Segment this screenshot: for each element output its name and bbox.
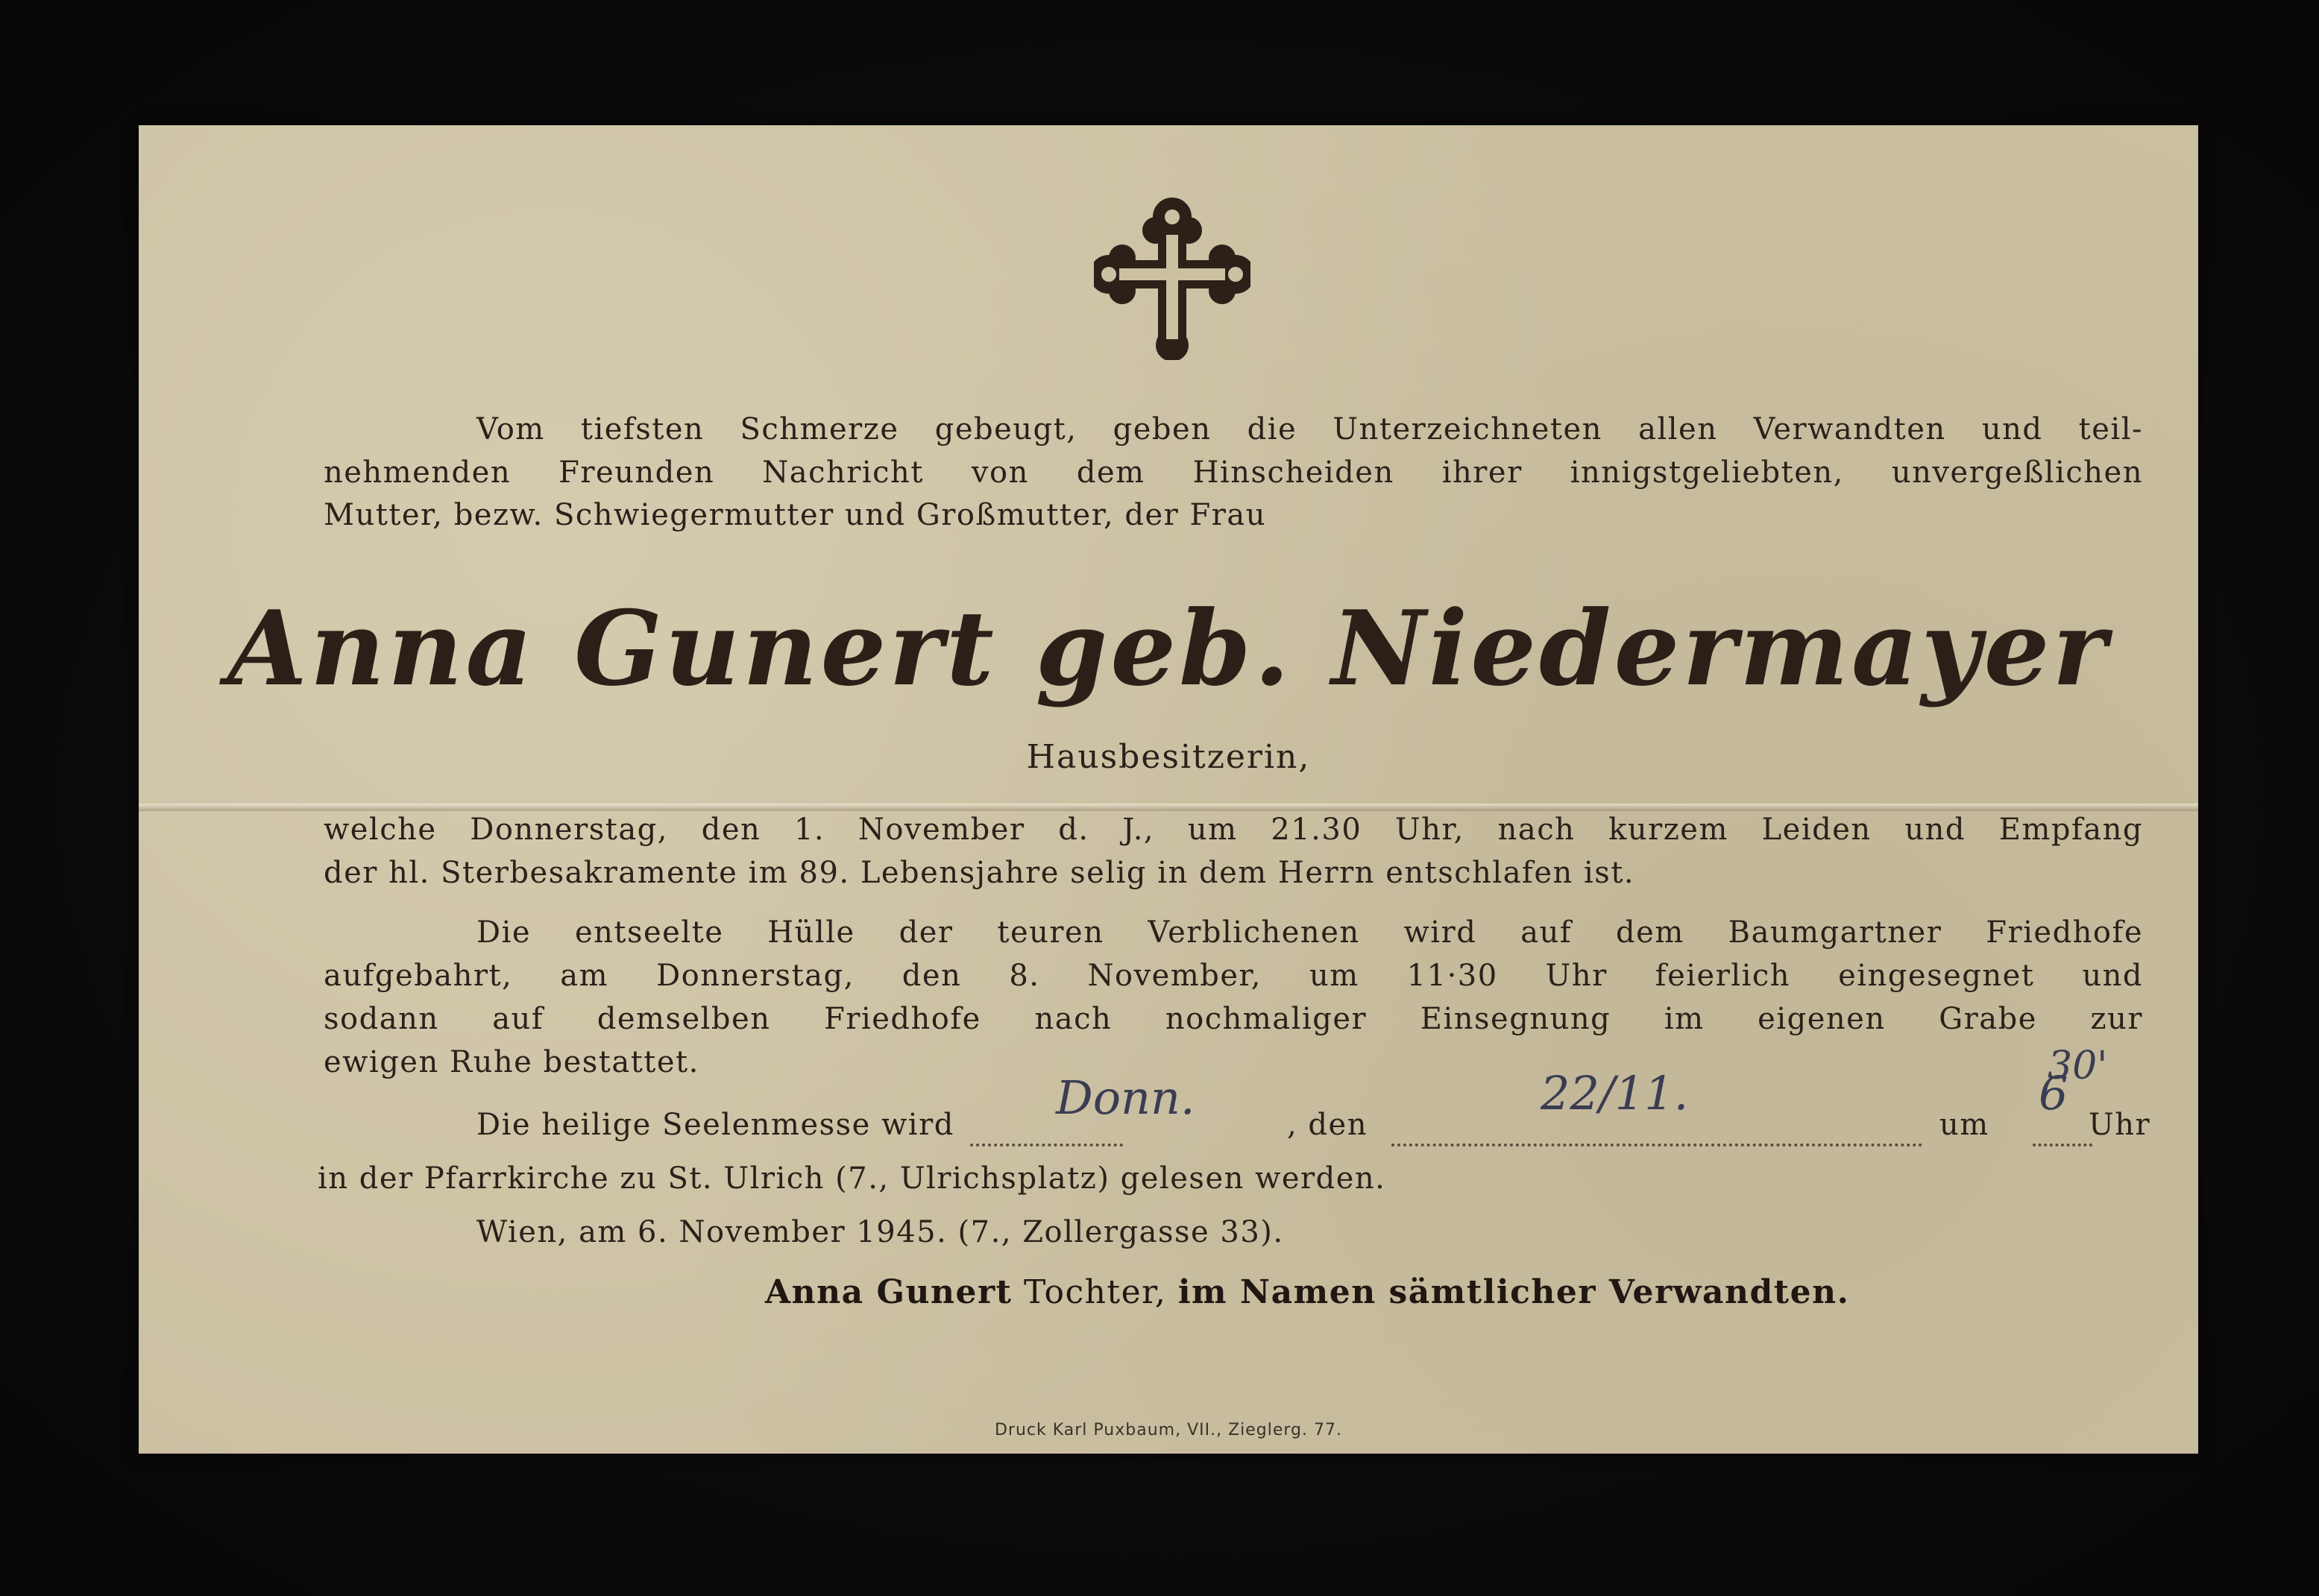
- intro-line-2: nehmenden Freunden Nachricht von dem Hinscheiden ihrer innigstgeliebten, unvergeßlichen: [324, 455, 2143, 490]
- funeral-line-1: Die entseelte Hülle der teuren Verblichenen wird auf dem Baumgartner Friedhofe: [476, 915, 2143, 950]
- printer-credit: Druck Karl Puxbaum, VII., Zieglerg. 77.: [994, 1421, 1342, 1439]
- deceased-name: Anna Gunert geb. Niedermayer: [227, 587, 2110, 709]
- death-line-2: der hl. Sterbesakramente im 89. Lebensjahre selig in dem Herrn entschlafen ist.: [324, 856, 1635, 890]
- mass-day-dotted-line: [970, 1144, 1123, 1146]
- place-and-date: Wien, am 6. November 1945. (7., Zollergasse 33).: [476, 1215, 1284, 1249]
- handwritten-date: 22/11.: [1541, 1066, 1689, 1120]
- signature-line: [765, 1273, 1849, 1311]
- intro-line-3: Mutter, bezw. Schwiegermutter und Großmutter, der Frau: [324, 498, 1266, 532]
- signature-name: Anna Gunert: [765, 1273, 1013, 1311]
- death-notice-card: [139, 125, 2198, 1454]
- mass-hour-dotted-line: [2033, 1144, 2092, 1146]
- occupation: Hausbesitzerin,: [1026, 738, 1311, 776]
- mass-prefix: Die heilige Seelenmesse wird: [476, 1108, 954, 1142]
- death-line-1: welche Donnerstag, den 1. November d. J., um 21.30 Uhr, nach kurzem Leiden und Empfang: [324, 813, 2143, 847]
- mass-uhr-label: Uhr: [2089, 1108, 2151, 1142]
- mass-den-label: , den: [1287, 1108, 1368, 1142]
- paper-fold-crease: [139, 804, 2198, 811]
- funeral-line-3: sodann auf demselben Friedhofe nach nochmaliger Einsegnung im eigenen Grabe zur: [324, 1002, 2143, 1036]
- handwritten-hour: 6: [2039, 1066, 2068, 1120]
- funeral-line-4: ewigen Ruhe bestattet.: [324, 1045, 699, 1079]
- intro-line-1: Vom tiefsten Schmerze gebeugt, geben die Unterzeichneten allen Verwandten und teil-: [476, 412, 2143, 447]
- signature-relation: Tochter,: [1024, 1273, 1167, 1311]
- handwritten-day: Donn.: [1056, 1070, 1195, 1125]
- mass-um-label: um: [1939, 1108, 1989, 1142]
- handwritten-minutes: 30': [2048, 1044, 2108, 1088]
- botonee-cross-icon: [1094, 196, 1250, 360]
- funeral-line-2: aufgebahrt, am Donnerstag, den 8. November, um 11·30 Uhr feierlich eingesegnet und: [324, 959, 2143, 993]
- mass-date-dotted-line: [1391, 1144, 1922, 1146]
- signature-closing: im Namen sämtlicher Verwandten.: [1177, 1273, 1850, 1311]
- mass-line-2: in der Pfarrkirche zu St. Ulrich (7., Ulrichsplatz) gelesen werden.: [318, 1161, 1386, 1196]
